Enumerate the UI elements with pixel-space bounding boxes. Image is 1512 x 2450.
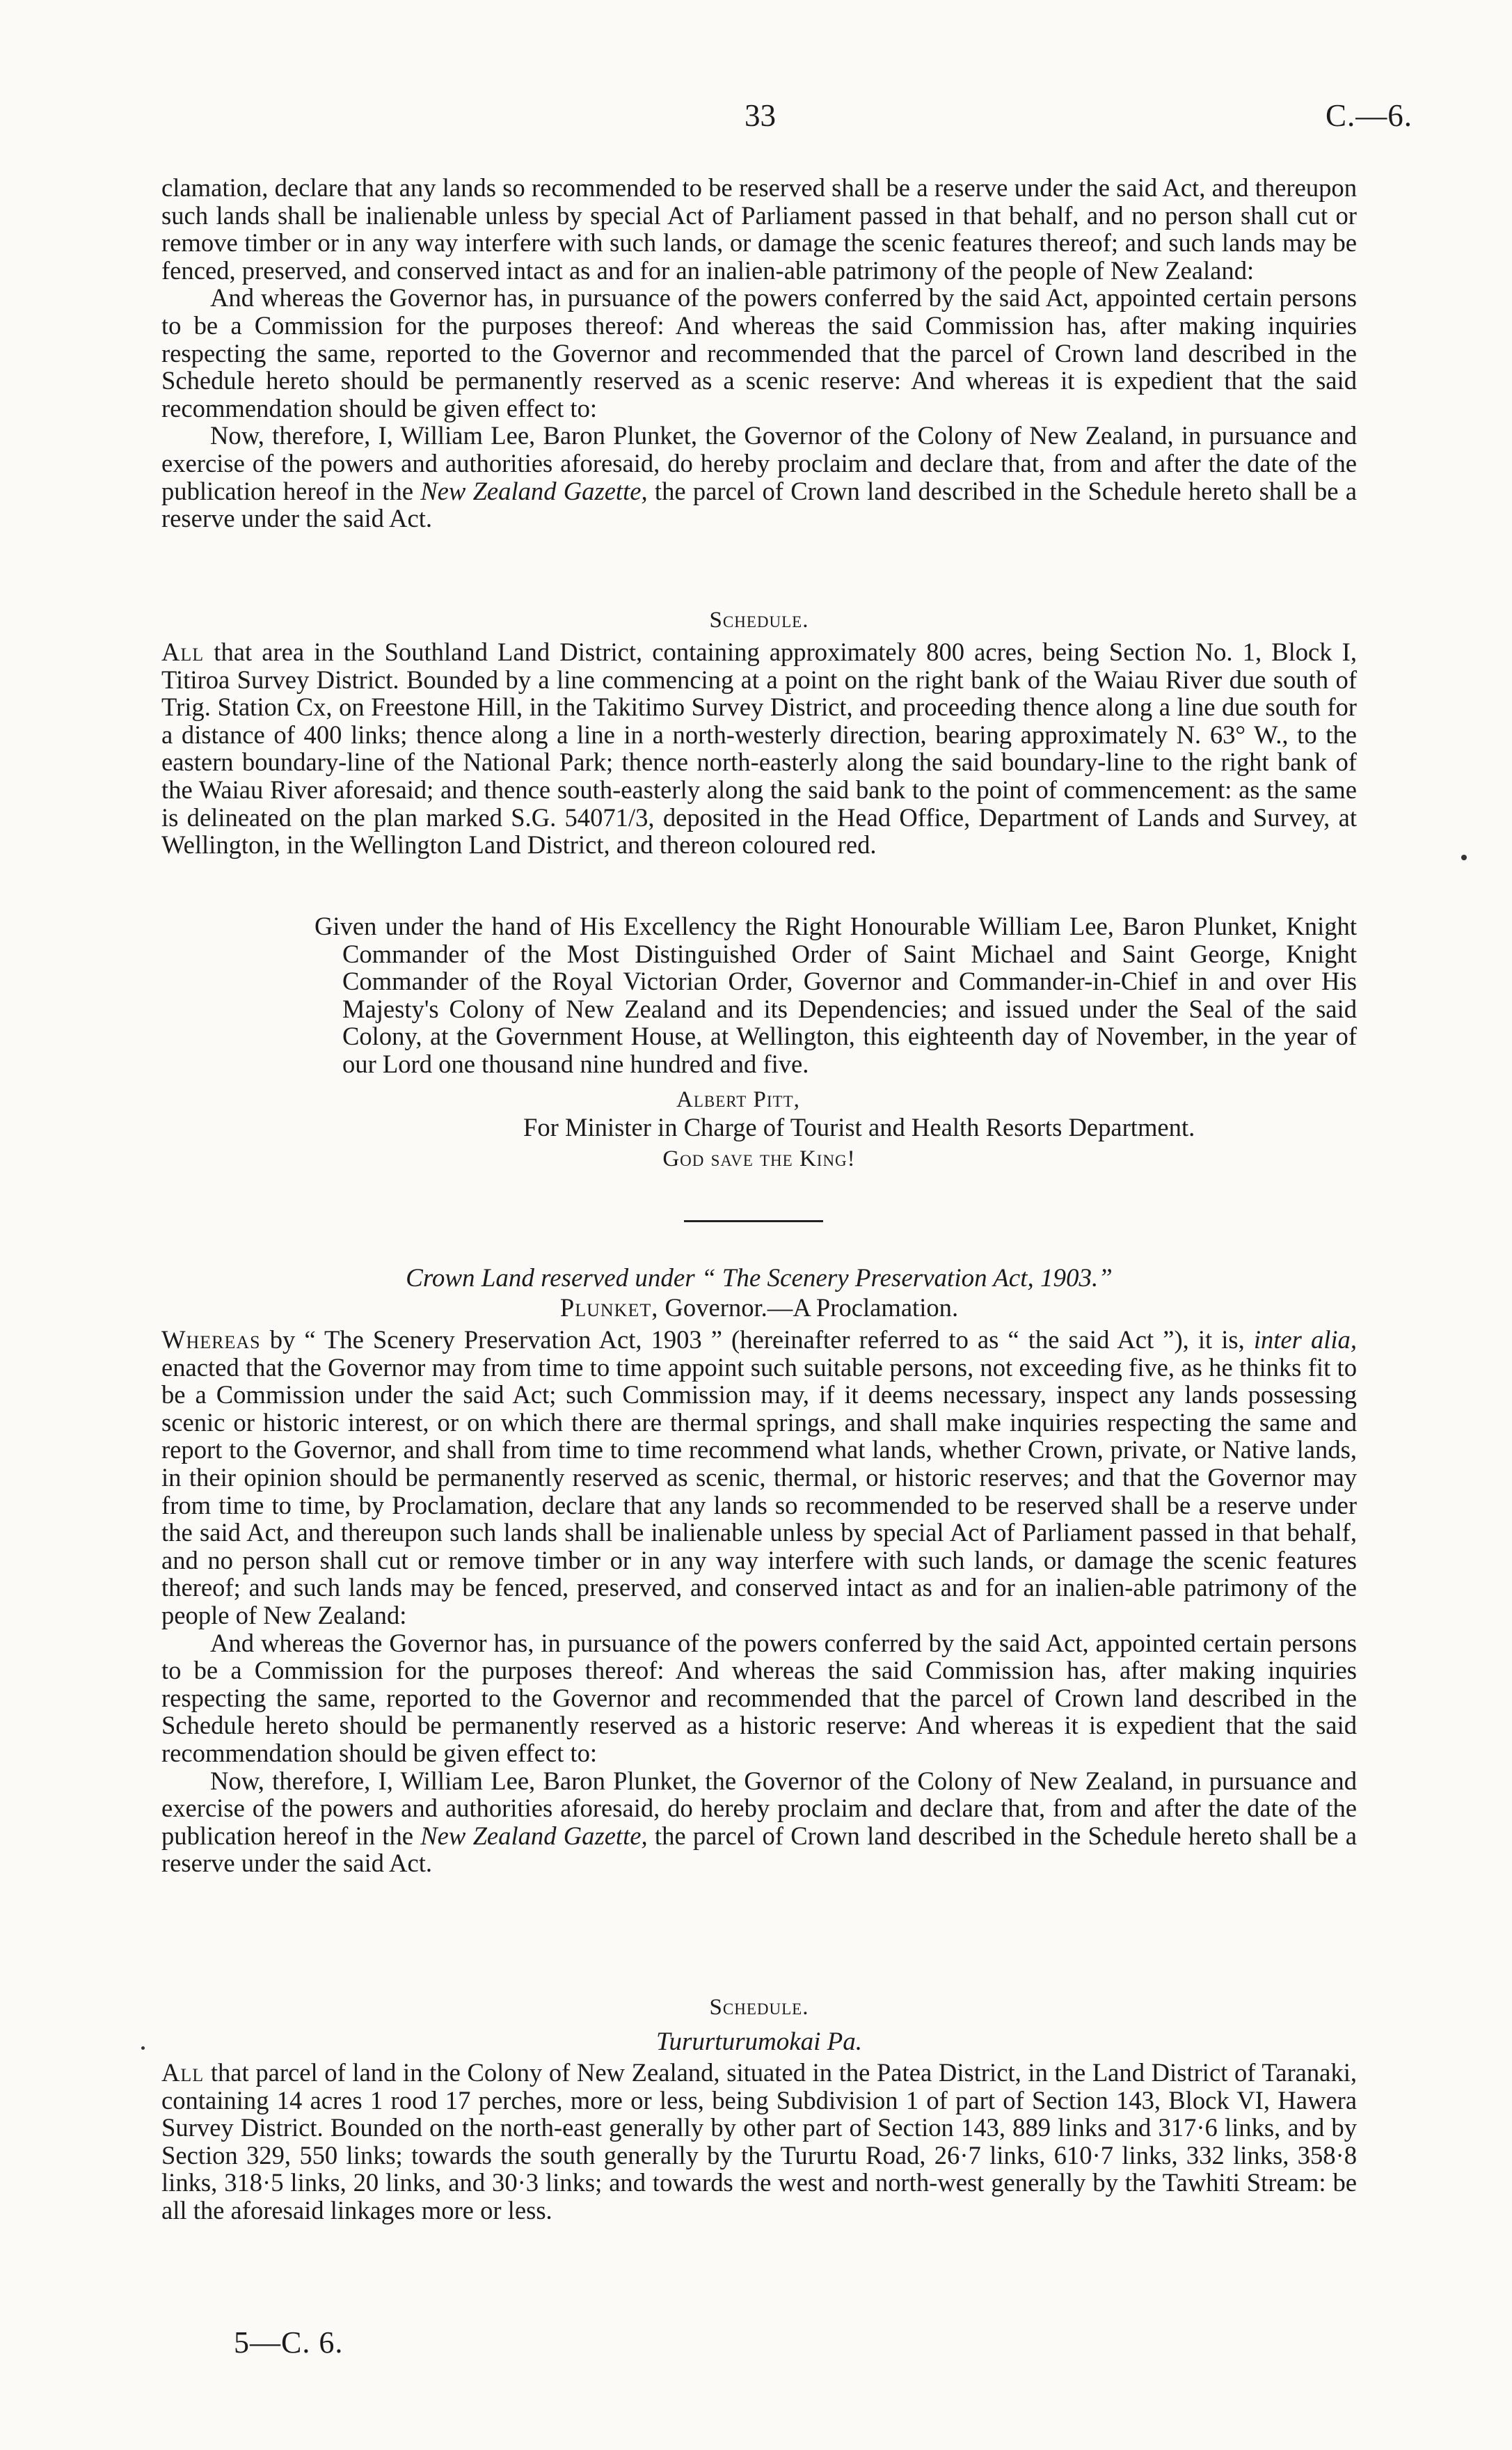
now-therefore-paragraph-2: Now, therefore, I, William Lee, Baron Plunket, the Governor of the Colony of New Zealand, in pursuance and exercise of the powers and authorities aforesaid, do hereby proclaim and declare that, from and after the date of the publication hereof in the New Zealand Gazette, the parcel of Crown land described in the Schedule hereto shall be a reserve under the said Act. xyxy=(161,1766,1357,1878)
given-paragraph: Given under the hand of His Excellency the Right Honourable William Lee, Baron Plunket, Knight Commander of the Most Distinguished Order of Saint Michael and Saint George, Knight Commander of the Royal Victorian Order, Governor and Commander-in-Chief in and over His Majesty's Colony of New Zealand and its Dependencies; and issued under the Seal of the said Colony, at the Government House, at Wellington, this eighteenth day of November, in the year of our Lord one thousand nine hundred and five. xyxy=(315,912,1357,1078)
historic-reserve-proclamation xyxy=(161,1326,1357,1877)
whereas-paragraph: And whereas the Governor has, in pursuance of the powers conferred by the said Act, appointed certain persons to be a Commission for the purposes thereof: And whereas the said Commission has, after making inquiries respecting the same, reported to the Governor and recommended that the parcel of Crown land described in the Schedule hereto should be permanently reserved as a scenic reserve: And whereas it is expedient that the said recommendation should be given effect to: xyxy=(161,283,1357,422)
whereas-preamble: Whereas by “ The Scenery Preservation Act, 1903 ” (hereinafter referred to as “ the said Act ”), it is, inter alia, enacted that the Governor may from time to time appoint such suitable persons, not exceeding five, as he thinks fit to be a Commission under the said Act; such Commission may, if it deems necessary, inspect any lands possessing scenic or historic interest, or on which there are thermal springs, and shall make inquiries respecting the same and report to the Governor, and shall from time to time recommend what lands, whether Crown, private, or Native lands, in their opinion should be permanently reserved as scenic, thermal, or historic reserves; and that the Governor may from time to time, by Proclamation, declare that any lands so recommended to be reserved shall be a reserve under the said Act, and thereupon such lands shall be inalienable unless by special Act of Parliament passed in that behalf, and no person shall cut or remove timber or in any way interfere with such lands, or damage the scenic features thereof; and such lands may be fenced, preserved, and conserved intact as and for an inalien-able patrimony of the people of New Zealand: xyxy=(161,1325,1357,1629)
god-save-the-king: God save the King! xyxy=(662,1146,856,1171)
page-header xyxy=(0,97,1512,139)
schedule-heading: Schedule. xyxy=(709,608,809,633)
schedule-text: All that area in the Southland Land District, containing approximately 800 acres, being Section No. 1, Block I, Titiroa Survey District. Bounded by a line commencing at a point on the right bank of the Waiau River due south of Trig. Station Cx, on Freestone Hill, in the Takitimo Survey District, and proceeding thence along a line due south for a distance of 400 links; thence along a line in a north-westerly direction, bearing approximately N. 63° W., to the eastern boundary-line of the National Park; thence north-easterly along the said boundary-line to the right bank of the Waiau River aforesaid; and thence south-easterly along the said bank to the point of commencement: as the same is delineated on the plan marked S.G. 54071/3, deposited in the Head Office, Department of Lands and Survey, at Wellington, in the Wellington Land District, and thereon coloured red. xyxy=(161,638,1357,860)
schedule-text-2: All that parcel of land in the Colony of New Zealand, situated in the Patea District, in the Land District of Taranaki, containing 14 acres 1 rood 17 perches, more or less, being Subdivision 1 of part of Section 143, Block VI, Hawera Survey District. Bounded on the north-east generally by other part of Section 143, 889 links and 317·6 links, and by Section 329, 550 links; towards the south generally by the Tururtu Road, 26·7 links, 610·7 links, 332 links, 358·8 links, 318·5 links, 20 links, and 30·3 links; and towards the west and north-west generally by the Tawhiti Stream: be all the aforesaid linkages more or less. xyxy=(161,2058,1357,2224)
schedule-heading-2: Schedule. xyxy=(709,1995,809,2020)
document-reference: C.—6. xyxy=(1325,98,1412,133)
given-under-hand xyxy=(161,912,1357,1078)
gazette-title-2: New Zealand Gazette, xyxy=(420,1821,648,1850)
whereas-paragraph-2: And whereas the Governor has, in pursuance of the powers conferred by the said Act, appointed certain persons to be a Commission for the purposes thereof: And whereas the said Commission has, after making inquiries respecting the same, reported to the Governor and recommended that the parcel of Crown land described in the Schedule hereto should be permanently reserved as a historic reserve: And whereas it is expedient that the said recommendation should be given effect to: xyxy=(161,1628,1357,1767)
scenic-reserve-proclamation xyxy=(161,174,1357,532)
signatory-name: Albert Pitt, xyxy=(676,1087,800,1112)
signatory-role: For Minister in Charge of Tourist and Health Resorts Department. xyxy=(523,1113,1195,1141)
signature-block xyxy=(161,1086,1357,1176)
page-number: 33 xyxy=(745,98,776,133)
schedule-subtitle: Tururturumokai Pa. xyxy=(655,2028,863,2056)
proclamation-line: Plunket, Governor.—A Proclamation. xyxy=(559,1293,959,1322)
section-divider xyxy=(684,1220,823,1222)
schedule-section-2 xyxy=(161,1989,1357,2224)
print-speck xyxy=(1461,855,1467,860)
footer-reference: 5—C. 6. xyxy=(234,2325,344,2360)
proclamation-title: Crown Land reserved under “ The Scenery Preservation Act, 1903.” xyxy=(406,1264,1113,1293)
schedule-section xyxy=(161,602,1357,859)
gazette-title: New Zealand Gazette, xyxy=(420,476,648,505)
now-therefore-paragraph: Now, therefore, I, William Lee, Baron Plunket, the Governor of the Colony of New Zealand, in pursuance and exercise of the powers and authorities aforesaid, do hereby proclaim and declare that, from and after the date of the publication hereof in the New Zealand Gazette, the parcel of Crown land described in the Schedule hereto shall be a reserve under the said Act. xyxy=(161,421,1357,533)
print-speck xyxy=(141,2046,145,2050)
proclamation-continuation: clamation, declare that any lands so recommended to be reserved shall be a reserve under the said Act, and thereupon such lands shall be inalienable unless by special Act of Parliament passed in that behalf, and no person shall cut or remove timber or in any way interfere with such lands, or damage the scenic features thereof; and such lands may be fenced, preserved, and conserved intact as and for an inalien-able patrimony of the people of New Zealand: xyxy=(161,173,1357,285)
historic-reserve-heading xyxy=(161,1263,1357,1322)
